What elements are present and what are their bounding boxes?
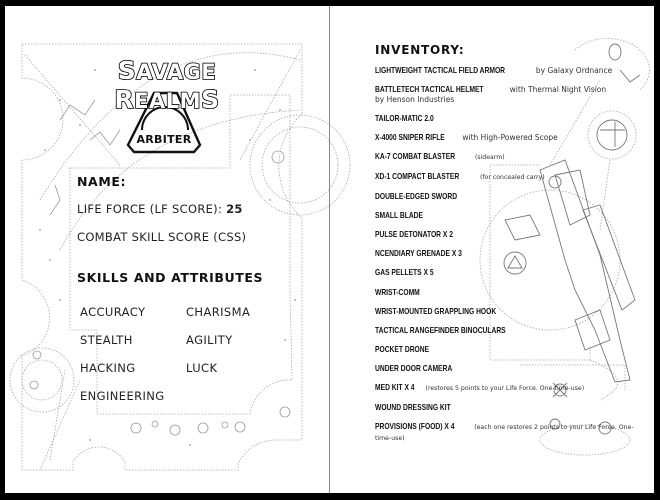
inventory-item: PULSE DETONATOR X 2 [375,230,453,240]
inventory-item: TACTICAL RANGEFINDER BINOCULARS [375,325,506,335]
skills-heading: SKILLS AND ATTRIBUTES [77,270,264,285]
inventory-item: UNDER DOOR CAMERA [375,363,453,373]
inventory-item: GAS PELLETS X 5 [375,268,434,278]
inventory-item: POCKET DRONE [375,344,430,354]
arbiter-logo-text: ARBITER [136,133,192,146]
skill-agility: AGILITY [186,333,233,347]
combat-skill-label: COMBAT SKILL SCORE (CSS) [77,230,247,244]
skill-luck: LUCK [186,361,218,375]
inventory-item: TAILOR-MATIC 2.0 [375,113,434,123]
inventory-list [375,66,634,453]
inventory-item: MED KIT X 4 (restores 5 points to your Life Force. One-time-use) [375,383,585,392]
inventory-item: WRIST-COMM [375,287,420,297]
inventory-heading: INVENTORY: [375,43,465,57]
inventory-item: WOUND DRESSING KIT [375,403,451,413]
game-title-logo: SAVAGE REALMS [114,56,220,114]
name-label: NAME: [77,174,127,189]
inventory-item: PROVISIONS (FOOD) X 4 (each one restores 2 points to your Life Force. One-time-use) [375,422,634,442]
inventory-item: XD-1 COMPACT BLASTER (for concealed carry) [375,171,545,181]
skill-engineering: ENGINEERING [80,389,165,403]
life-force-label: LIFE FORCE (LF SCORE): [77,202,223,216]
life-force-value: 25 [226,202,243,216]
inventory-item: WRIST-MOUNTED GRAPPLING HOOK [375,306,497,316]
skill-hacking: HACKING [80,361,136,375]
inventory-item: SMALL BLADE [375,211,423,221]
inventory-item: BATTLETECH TACTICAL HELMET with Thermal Night Vision by Henson Industries [375,85,607,104]
inventory-item: DOUBLE-EDGED SWORD [375,192,458,202]
inventory-item: LIGHTWEIGHT TACTICAL FIELD ARMOR by Galaxy Ordnance [375,66,613,75]
inventory-item: KA-7 COMBAT BLASTER (sidearm) [375,151,505,161]
skill-accuracy: ACCURACY [80,305,146,319]
skill-charisma: CHARISMA [186,305,251,319]
inventory-item: NCENDIARY GRENADE X 3 [375,249,462,259]
life-force-stat [77,202,243,216]
skill-stealth: STEALTH [80,333,133,347]
inventory-item: X-4000 SNIPER RIFLE with High-Powered Scope [375,132,558,142]
